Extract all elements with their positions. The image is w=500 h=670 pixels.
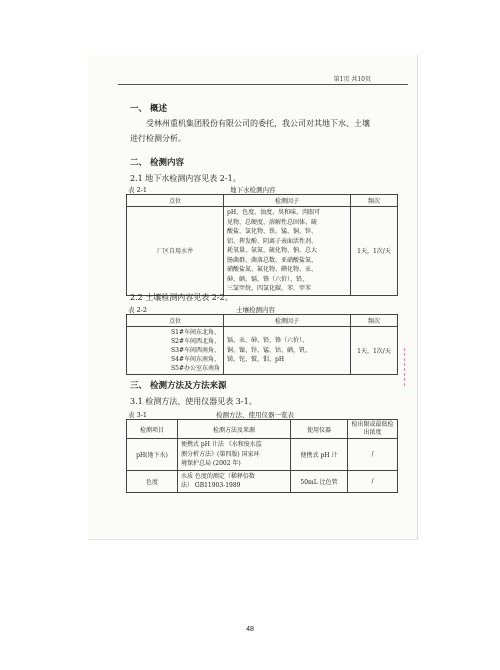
method-line: 水质 色度的测定（稀释倍数	[181, 472, 255, 480]
section2-sub2: 2.2 土壤检测内容见表 2-2。	[130, 293, 233, 302]
table3-item: pH(地下水)	[127, 439, 178, 471]
table3-header-instrument: 使用仪器	[291, 420, 348, 439]
method-line: 便携式 pH 计法 《水和废水监	[181, 441, 262, 448]
table-row	[127, 439, 398, 471]
section2-heading: 二、 检测内容	[130, 158, 184, 168]
table3-instrument: 便携式 pH 计	[291, 439, 348, 471]
section2-sub1: 2.1 地下水检测内容见表 2-1。	[130, 174, 241, 183]
table3-title: 检测方法、使用仪器一览表	[216, 411, 294, 419]
table3-header-method: 检测方法及来源	[178, 420, 291, 439]
method-line: 测分析方法》(第四版) 国家环	[181, 450, 260, 458]
factor-line: 三氯甲烷、四氯化碳、苯、甲苯	[227, 285, 312, 292]
table1-location: 厂区自用水井	[127, 207, 224, 296]
factor-line: 砷、硒、镉、铬（六价）、铅、	[227, 275, 309, 283]
factor-line: 见物、总硬度、溶解性总固体、硫	[227, 218, 318, 226]
location-line: S3#车间西南角、	[171, 347, 220, 354]
factor-line: pH、色度、浊度、臭和味、肉眼可	[227, 209, 321, 216]
table2-title: 土壤检测内容	[236, 306, 275, 314]
table1-factors	[224, 207, 351, 296]
section1-paragraph-line2: 进行检测分析。	[130, 134, 186, 143]
factor-line: 肠菌群、菌落总数、亚硝酸盐氮、	[227, 256, 318, 264]
header-rule	[118, 84, 408, 85]
method-line: 法） GB11903-1989	[181, 482, 241, 489]
table3-method	[178, 439, 291, 471]
table3-header-limit: 检出限或最低检出浓度	[348, 420, 398, 439]
table1-frequency: 1天，1次/天	[351, 207, 398, 296]
table1-header-factor: 检测因子	[224, 195, 351, 207]
method-line: 境保护总局 (2002 年)	[181, 460, 241, 467]
table3-limit: /	[348, 470, 398, 492]
table2-header-factor: 检测因子	[224, 315, 351, 327]
table3-item: 色度	[127, 470, 178, 492]
factor-line: 耗氧量、氨氮、硫化物、钠、总大	[227, 247, 318, 254]
table1-label: 表 2-1	[128, 186, 148, 194]
table2-factors	[224, 327, 351, 375]
red-pen-mark	[404, 348, 407, 386]
soil-table	[126, 314, 398, 375]
table-row	[127, 470, 398, 492]
table2-locations	[127, 327, 224, 375]
table3-method	[178, 470, 291, 492]
table3-header-item: 检测项目	[127, 420, 178, 439]
factor-line: 锑、铊、铍、钼、pH	[227, 356, 285, 364]
factor-line: 铜、镍、锌、锰、钴、硒、钒、	[227, 346, 312, 354]
table2-frequency: 1天，1次/天	[351, 327, 398, 375]
location-line: S4#车间东南角、	[171, 356, 220, 363]
factor-line: 酸盐、氯化物、铁、锰、铜、锌、	[227, 228, 318, 235]
table3-limit: /	[348, 439, 398, 471]
table3-label: 表 3-1	[128, 411, 148, 419]
page-number: 48	[246, 626, 254, 633]
location-line: S5#办公室东南角	[171, 365, 220, 372]
table1-header-frequency: 频次	[351, 195, 398, 207]
location-line: S2#车间西北角、	[171, 338, 220, 345]
section1-paragraph-line1: 受林州重机集团股份有限公司的委托，我公司对其地下水、土壤	[146, 119, 370, 128]
factor-line: 铝、挥发酚、阴离子表面活性剂、	[227, 237, 318, 245]
table3-instrument: 50mL 比色管	[291, 470, 348, 492]
groundwater-table	[126, 194, 398, 296]
section1-heading: 一、 概述	[130, 104, 167, 114]
table2-label: 表 2-2	[128, 306, 148, 314]
methods-table	[126, 419, 398, 493]
section3-sub1: 3.1 检测方法、使用仪器见表 3-1。	[130, 397, 257, 406]
section3-heading: 三、 检测方法及方法来源	[130, 381, 227, 391]
page-label: 第1页 共10页	[333, 76, 371, 83]
table1-header-location: 点位	[127, 195, 224, 207]
table2-header-location: 点位	[127, 315, 224, 327]
scanned-document-page	[88, 55, 418, 540]
table1-title: 地下水检测内容	[230, 186, 276, 194]
factor-line: 镉、汞、砷、铅、铬（六价）、	[227, 337, 309, 345]
table2-header-frequency: 频次	[351, 315, 398, 327]
factor-line: 硝酸盐氮、氟化物、碘化物、汞、	[227, 266, 318, 273]
location-line: S1#车间东北角、	[171, 329, 220, 336]
